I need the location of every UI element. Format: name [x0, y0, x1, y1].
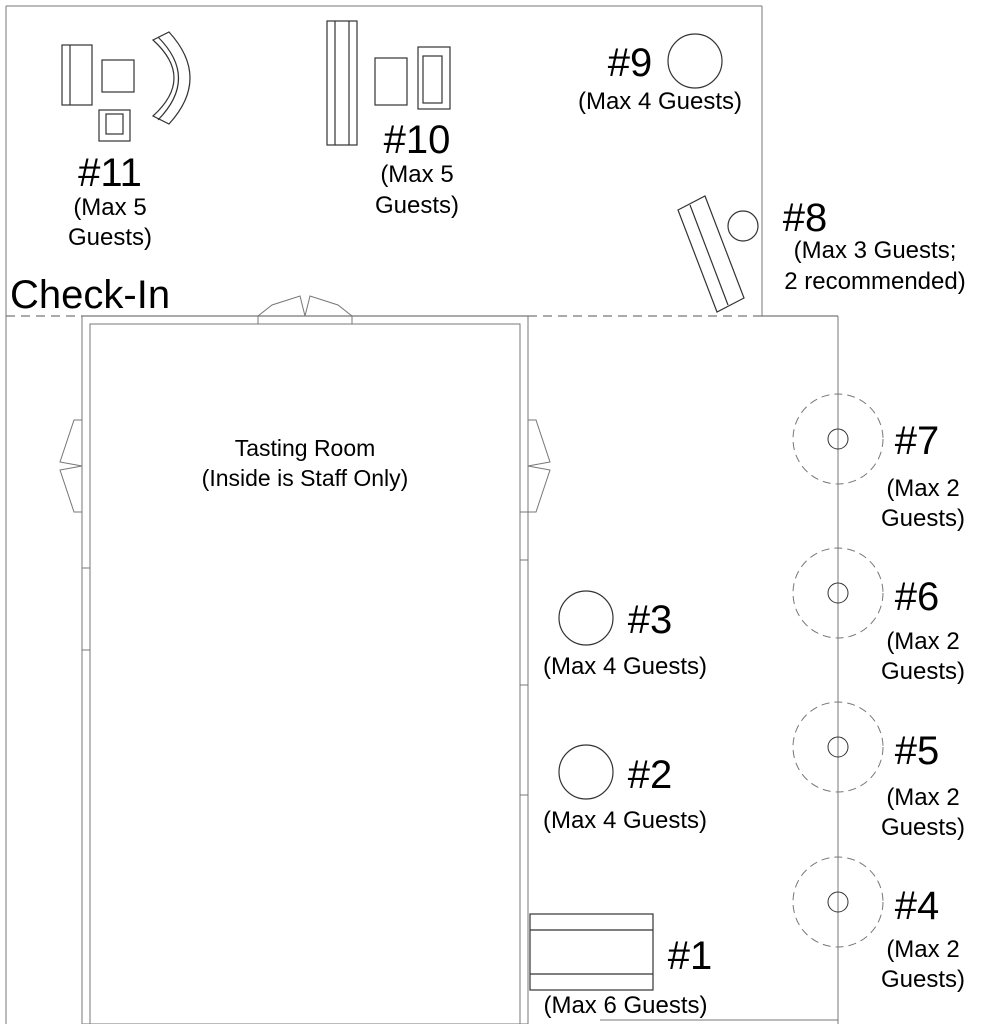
table-8-capacity-line2: 2 recommended) [784, 268, 966, 295]
table-4-capacity-line2: Guests) [880, 966, 966, 993]
tasting-room-walls [60, 296, 550, 1024]
table-9-number: #9 [607, 41, 653, 85]
table-4-number: #4 [894, 884, 940, 928]
table-11-furniture [62, 32, 190, 141]
table-2-number: #2 [627, 753, 673, 797]
table-6-capacity-line2: Guests) [880, 658, 966, 685]
table-5-number: #5 [894, 729, 940, 773]
table-8-number: #8 [782, 196, 828, 240]
table-11-capacity-line2: Guests) [67, 224, 153, 251]
table-7-capacity-line2: Guests) [880, 505, 966, 532]
table-3 [559, 591, 613, 645]
tasting-room-note: (Inside is Staff Only) [201, 465, 409, 491]
table-6-capacity-line1: (Max 2 [886, 628, 960, 655]
table-6-number: #6 [894, 575, 940, 619]
table-3-capacity: (Max 4 Guests) [542, 653, 708, 680]
table-11-capacity-line1: (Max 5 [73, 194, 147, 221]
left-door [60, 420, 82, 512]
table-10-number: #10 [383, 118, 451, 162]
table-2 [559, 745, 613, 799]
right-door [528, 420, 550, 512]
table-9 [668, 34, 722, 88]
top-door [258, 296, 352, 324]
table-8-furniture [678, 196, 758, 312]
table-7-capacity-line1: (Max 2 [886, 475, 960, 502]
table-1-capacity: (Max 6 Guests) [543, 992, 708, 1019]
table-7-number: #7 [894, 419, 940, 463]
table-5-capacity-line1: (Max 2 [886, 784, 960, 811]
table-10-capacity-line1: (Max 5 [380, 161, 454, 188]
checkin-label: Check-In [10, 273, 171, 317]
table-1-number: #1 [667, 934, 713, 978]
tasting-room-title: Tasting Room [234, 435, 376, 461]
table-1-furniture [530, 914, 653, 990]
table-9-capacity: (Max 4 Guests) [577, 88, 743, 115]
table-2-capacity: (Max 4 Guests) [542, 807, 708, 834]
table-10-capacity-line2: Guests) [374, 192, 460, 219]
table-5-capacity-line2: Guests) [880, 814, 966, 841]
table-8-capacity-line1: (Max 3 Guests; [793, 237, 957, 264]
table-4-capacity-line1: (Max 2 [886, 936, 960, 963]
table-3-number: #3 [627, 598, 673, 642]
table-11-number: #11 [78, 151, 142, 195]
